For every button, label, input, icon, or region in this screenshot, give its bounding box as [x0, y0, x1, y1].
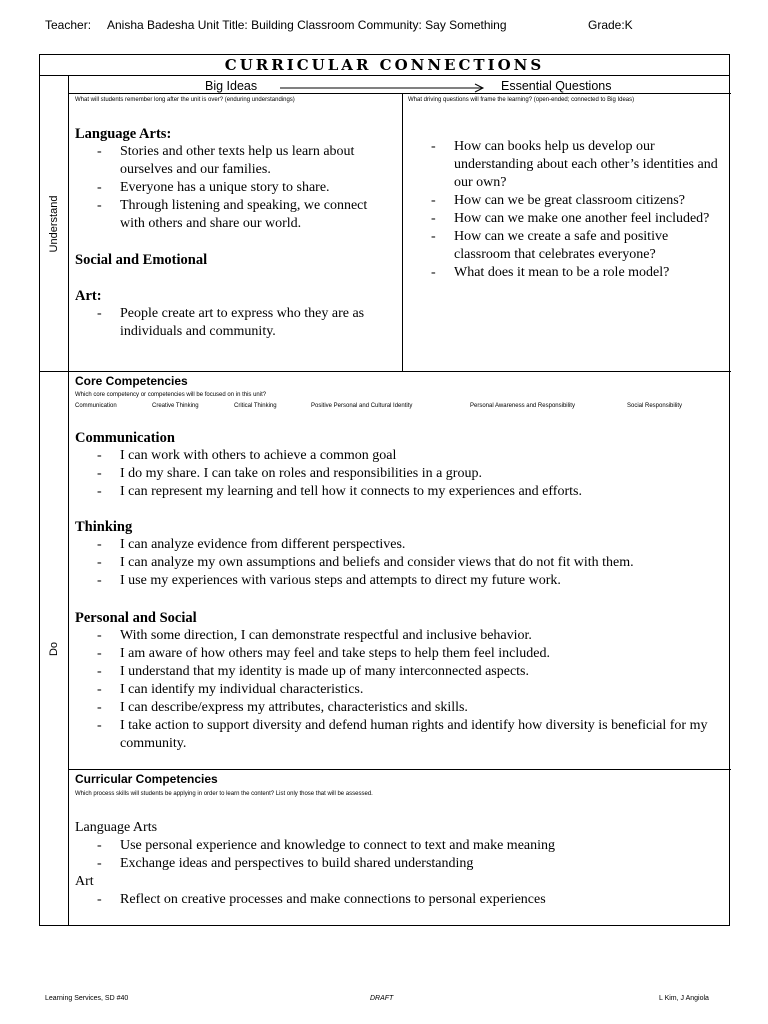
- understand-side-cell: [40, 76, 69, 371]
- language-arts-heading: Language Arts:: [75, 126, 172, 142]
- teacher-info: Anisha Badesha Unit Title: Building Classroom Community: Say Something: [107, 18, 507, 32]
- list-item: - How can we create a safe and positive classroom that celebrates everyone?: [431, 228, 721, 264]
- list-item: - I can identify my individual characteristics.: [75, 681, 723, 699]
- core-option-social-responsibility: Social Responsibility: [627, 403, 683, 409]
- art-heading: Art:: [75, 288, 102, 304]
- essential-questions-list: [431, 138, 721, 282]
- list-item: - Through listening and speaking, we connect with others and share our world.: [75, 197, 395, 233]
- curricular-connections-table: [39, 54, 730, 926]
- core-competencies-content: [75, 429, 723, 753]
- thinking-heading: Thinking: [75, 519, 133, 535]
- essential-questions-heading: Essential Questions: [501, 79, 612, 93]
- curricular-competencies-content: [75, 819, 723, 909]
- personal-social-heading: Personal and Social: [75, 610, 197, 626]
- big-ideas-prompt: What will students remember long after the unit is over? (enduring understandings): [75, 97, 295, 103]
- core-option-personal-cultural-identity: Positive Personal and Cultural Identity: [311, 403, 413, 409]
- list-item: - How can we be great classroom citizens?: [431, 192, 721, 210]
- list-item: - I can represent my learning and tell how it connects to my experiences and efforts.: [75, 483, 723, 501]
- list-item: - I can analyze my own assumptions and beliefs and consider views that do not fit with them.: [75, 554, 723, 572]
- list-item: - How can we make one another feel included?: [431, 210, 721, 228]
- list-item: - I can work with others to achieve a common goal: [75, 447, 723, 465]
- list-item: - People create art to express who they are as individuals and community.: [75, 305, 395, 341]
- footer-center: DRAFT: [370, 995, 394, 1002]
- core-option-personal-awareness: Personal Awareness and Responsibility: [470, 403, 575, 409]
- social-emotional-heading: Social and Emotional: [75, 252, 208, 268]
- essential-questions-content: [431, 138, 721, 282]
- big-ideas-heading: Big Ideas: [205, 79, 258, 93]
- list-item: - How can books help us develop our understanding about each other’s identities and our own?: [431, 138, 721, 192]
- teacher-label: Teacher:: [45, 18, 92, 32]
- personal-social-list: [75, 627, 723, 753]
- essential-questions-prompt: What driving questions will frame the learning? (open-ended; connected to Big Ideas): [408, 97, 635, 103]
- list-item: - I understand that my identity is made up of many interconnected aspects.: [75, 663, 723, 681]
- list-item: - Stories and other texts help us learn about ourselves and our families.: [75, 143, 395, 179]
- communication-heading: Communication: [75, 430, 175, 446]
- core-option-creative-thinking: Creative Thinking: [152, 403, 199, 409]
- list-item: - What does it mean to be a role model?: [431, 264, 721, 282]
- core-option-critical-thinking: Critical Thinking: [234, 403, 277, 409]
- cc-language-arts-heading: Language Arts: [75, 820, 158, 835]
- list-item: - I take action to support diversity and defend human rights and identify how diversity is beneficial for my community.: [75, 717, 723, 753]
- big-ideas-content: [75, 125, 395, 341]
- list-item: - With some direction, I can demonstrate respectful and inclusive behavior.: [75, 627, 723, 645]
- list-item: - I am aware of how others may feel and take steps to help them feel included.: [75, 645, 723, 663]
- list-item: - Exchange ideas and perspectives to build shared understanding: [75, 855, 723, 873]
- table-title: CURRICULAR CONNECTIONS: [40, 55, 729, 76]
- core-option-communication: Communication: [75, 403, 117, 409]
- thinking-list: [75, 536, 723, 590]
- do-label: Do: [48, 641, 60, 657]
- cc-art-list: [75, 891, 723, 909]
- list-item: - I use my experiences with various steps and attempts to direct my future work.: [75, 572, 723, 590]
- list-item: - I can analyze evidence from different perspectives.: [75, 536, 723, 554]
- footer-right: L Kim, J Angiola: [659, 995, 709, 1002]
- do-side-cell: [40, 372, 69, 926]
- list-item: - I can describe/express my attributes, characteristics and skills.: [75, 699, 723, 717]
- list-item: - Use personal experience and knowledge to connect to text and make meaning: [75, 837, 723, 855]
- footer-left: Learning Services, SD #40: [45, 995, 129, 1002]
- list-item: - Everyone has a unique story to share.: [75, 179, 395, 197]
- art-list: [75, 305, 395, 341]
- list-item: - I do my share. I can take on roles and responsibilities in a group.: [75, 465, 723, 483]
- cc-art-heading: Art: [75, 874, 94, 889]
- understand-label: Understand: [48, 195, 60, 252]
- core-competencies-prompt: Which core competency or competencies will be focused on in this unit?: [75, 392, 267, 398]
- language-arts-list: [75, 143, 395, 233]
- grade-label: Grade:K: [588, 18, 633, 32]
- communication-list: [75, 447, 723, 501]
- curricular-competencies-heading: Curricular Competencies: [75, 772, 218, 786]
- curricular-competencies-prompt: Which process skills will students be applying in order to learn the content? List only those that will be assessed.: [75, 791, 373, 797]
- cc-language-arts-list: [75, 837, 723, 873]
- core-competencies-heading: Core Competencies: [75, 374, 188, 388]
- list-item: - Reflect on creative processes and make connections to personal experiences: [75, 891, 723, 909]
